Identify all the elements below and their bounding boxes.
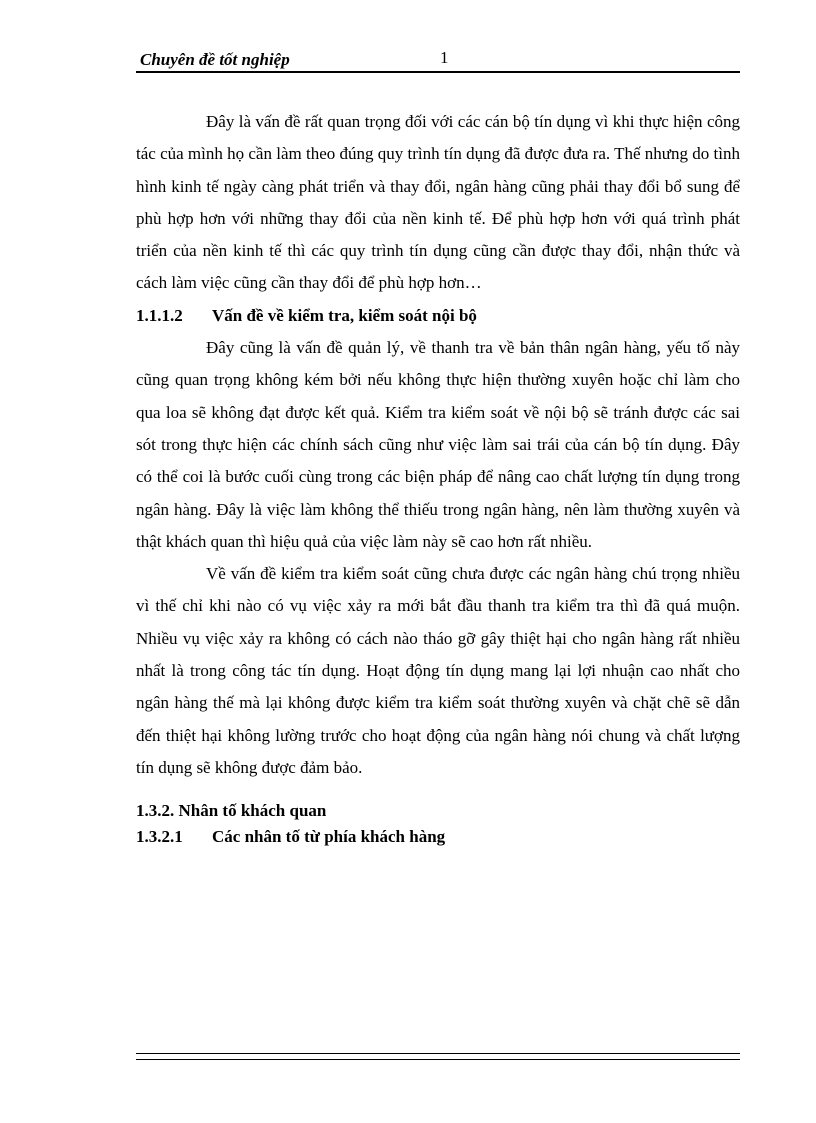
page-header — [136, 46, 740, 72]
section-heading-1-3-2-1 — [136, 824, 740, 850]
running-header-title: Chuyên đề tốt nghiệp — [140, 50, 290, 69]
footer-double-rule — [136, 1053, 740, 1060]
section-number: 1.3.2.1 — [136, 827, 183, 847]
header-rule — [136, 71, 740, 73]
page-number: 1 — [440, 48, 449, 67]
section-title: Vấn đề về kiểm tra, kiểm soát nội bộ — [212, 305, 477, 325]
paragraph-internal-control: Đây cũng là vấn đề quản lý, về thanh tra về bản thân ngân hàng, yếu tố này cũng quan trọng không kém bởi nếu không thực hiện thường xuyên hoặc chỉ làm cho qua loa sẽ không đạt được kết quả. Kiểm tra kiểm soát về nội bộ sẽ tránh được các sai sót trong thực hiện các chính sách cũng như việc làm sai trái của cán bộ tín dụng. Đây có thể coi là bước cuối cùng trong các biện pháp để nâng cao chất lượng tín dụng trong ngân hàng. Đây là việc làm không thể thiếu trong ngân hàng, nên làm thường xuyên và thật khách quan thì hiệu quả của việc làm này sẽ cao hơn rất nhiều. — [136, 338, 740, 551]
section-title: Các nhân tố từ phía khách hàng — [212, 827, 446, 847]
section-heading-1-1-1-2 — [136, 300, 740, 332]
section-heading-1-3-2: 1.3.2. Nhân tố khách quan — [136, 801, 327, 821]
paragraph-credit-process: Đây là vấn đề rất quan trọng đối với các cán bộ tín dụng vì khi thực hiện công tác của mình họ cần làm theo đúng quy trình tín dụng đã được đưa ra. Thế nhưng do tình hình kinh tế ngày càng phát triển và thay đổi, ngân hàng cũng phải thay đổi bổ sung để phù hợp hơn với những thay đổi của nền kinh tế. Để phù hợp hơn với quá trình phát triển của nền kinh tế thì các quy trình tín dụng cũng cần được thay đổi, nhận thức và cách làm việc cũng cần thay đổi để phù hợp hơn… — [136, 112, 740, 293]
section-number: 1.1.1.2 — [136, 305, 183, 325]
paragraph-inspection: Về vấn đề kiểm tra kiểm soát cũng chưa được các ngân hàng chú trọng nhiều vì thế chỉ khi nào có vụ việc xảy ra mới bắt đầu thanh tra kiểm tra thì đã quá muộn. Nhiều vụ việc xảy ra không có cách nào tháo gỡ gây thiệt hại cho ngân hàng rất nhiều nhất là trong công tác tín dụng. Hoạt động tín dụng mang lại lợi nhuận cao nhất cho ngân hàng thế mà lại không được kiểm tra kiểm soát thường xuyên và chặt chẽ sẽ dẫn đến thiệt hại không lường trước cho hoạt động của ngân hàng nói chung và chất lượng tín dụng sẽ không được đảm bảo. — [136, 564, 740, 777]
document-body — [136, 106, 740, 850]
